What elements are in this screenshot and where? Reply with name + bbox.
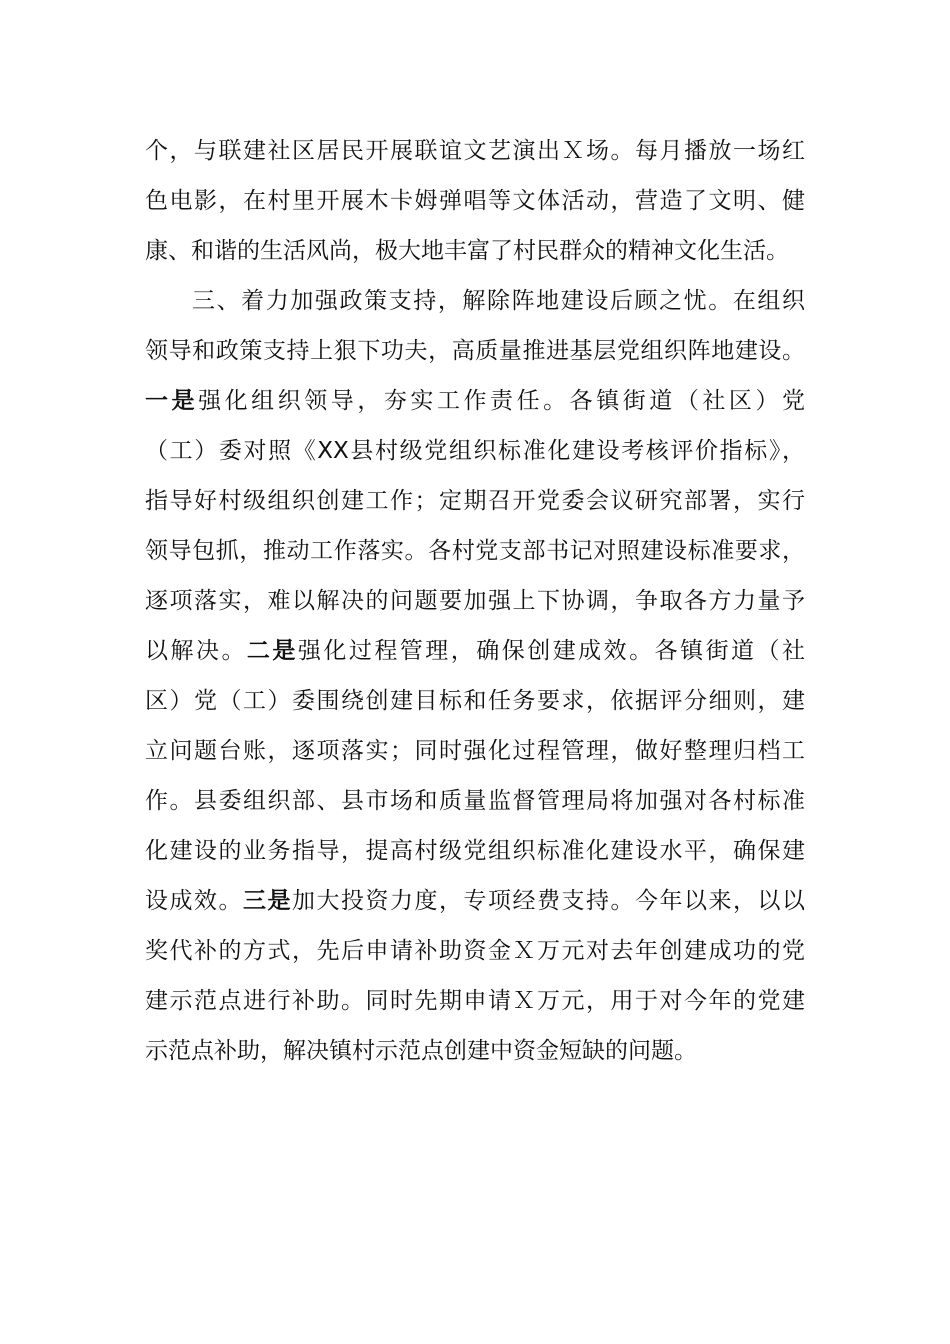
paragraph-1-line-2: 色电影，在村里开展木卡姆弹唱等文体活动，营造了文明、健 (145, 188, 805, 214)
paragraph-1-line-3: 康、和谐的生活风尚，极大地丰富了村民群众的精神文化生活。 (145, 238, 789, 264)
paragraph-2-line-6: 领导包抓，推动工作落实。各村党支部书记对照建设标准要求， (145, 538, 805, 564)
paragraph-2-line-16: 示范点补助，解决镇村示范点创建中资金短缺的问题。 (145, 1038, 697, 1064)
point-three-label: 三是 (243, 888, 292, 914)
paragraph-2-line-11: 作。县委组织部、县市场和质量监督管理局将加强对各村标准 (145, 788, 805, 814)
paragraph-2-line-1: 三、着力加强政策支持，解除阵地建设后顾之忧。在组织 (192, 288, 805, 314)
point-one-text: 强化组织领导，夯实工作责任。各镇街道（社区）党 (198, 388, 806, 414)
paragraph-2-line-12: 化建设的业务指导，提高村级党组织标准化建设水平，确保建 (145, 838, 805, 864)
paragraph-2-line-14: 奖代补的方式，先后申请补助资金Ｘ万元对去年创建成功的党 (145, 938, 805, 964)
paragraph-2-line-7: 逐项落实，难以解决的问题要加强上下协调，争取各方力量予 (145, 588, 805, 614)
paragraph-2-line-10: 立问题台账，逐项落实；同时强化过程管理，做好整理归档工 (145, 738, 805, 764)
point-two-lead: 以解决。 (145, 638, 247, 664)
paragraph-2-line-15: 建示范点进行补助。同时先期申请Ｘ万元，用于对今年的党建 (145, 988, 805, 1014)
point-two-label: 二是 (246, 638, 298, 664)
paragraph-2-line-4: （工）委对照《XX县村级党组织标准化建设考核评价指标》， (145, 438, 805, 464)
paragraph-2-line-2: 领导和政策支持上狠下功夫，高质量推进基层党组织阵地建设。 (145, 338, 805, 364)
point-three-lead: 设成效。 (145, 888, 243, 914)
paragraph-1-line-1: 个，与联建社区居民开展联谊文艺演出Ｘ场。每月播放一场红 (145, 138, 805, 164)
point-one-label: 一是 (145, 388, 199, 414)
paragraph-2-line-5: 指导好村级组织创建工作；定期召开党委会议研究部署，实行 (145, 488, 805, 514)
paragraph-2-line-8 (145, 631, 805, 671)
paragraph-2-line-3 (145, 381, 805, 421)
point-two-text: 强化过程管理，确保创建成效。各镇街道（社 (297, 638, 806, 664)
paragraph-2-line-9: 区）党（工）委围绕创建目标和任务要求，依据评分细则，建 (145, 688, 805, 714)
paragraph-2-line-13 (145, 881, 805, 921)
point-three-text: 加大投资力度，专项经费支持。今年以来，以以 (292, 888, 805, 914)
